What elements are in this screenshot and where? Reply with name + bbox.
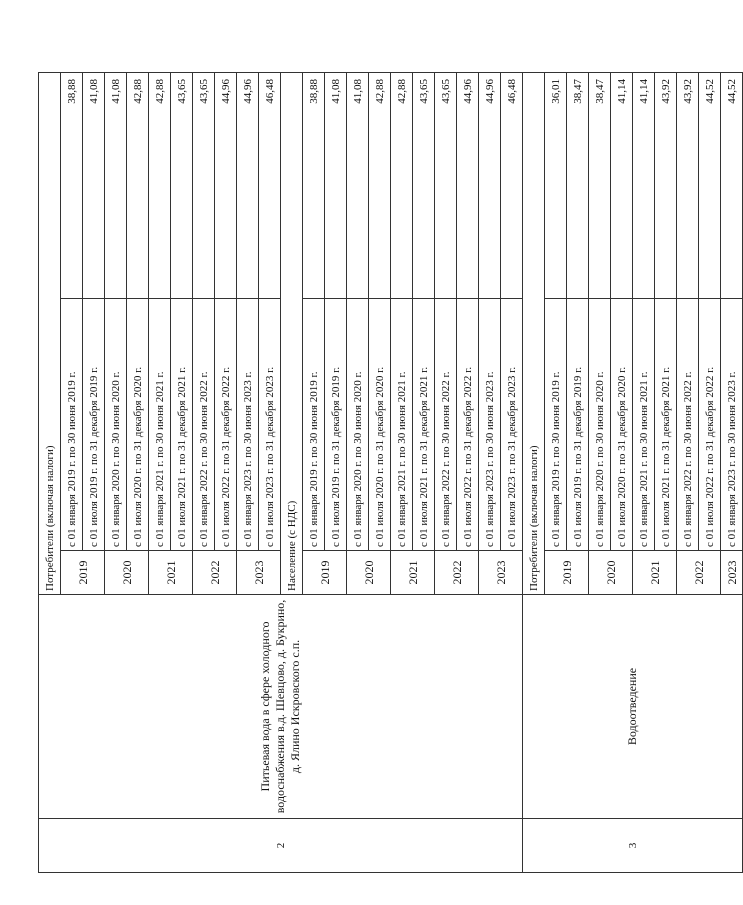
period-cell: с 01 июля 2022 г. по 31 декабря 2022 г.	[699, 299, 721, 551]
tariff-value-cell: 36,01	[545, 72, 567, 298]
period-cell: с 01 января 2022 г. по 30 июня 2022 г.	[193, 299, 215, 551]
period-cell: с 01 июля 2019 г. по 31 декабря 2019 г.	[83, 299, 105, 551]
tariff-value-cell: 43,92	[655, 72, 677, 298]
tariff-value-cell: 41,08	[347, 72, 369, 298]
year-cell: 2021	[633, 551, 677, 595]
year-cell: 2021	[391, 551, 435, 595]
period-cell: с 01 июля 2019 г. по 31 декабря 2019 г.	[325, 299, 347, 551]
period-cell: с 01 июля 2020 г. по 31 декабря 2020 г.	[369, 299, 391, 551]
tariff-value-cell: 42,88	[149, 72, 171, 298]
period-cell: с 01 января 2021 г. по 30 июня 2021 г.	[391, 299, 413, 551]
section-name: Водоотведение	[523, 595, 743, 819]
group-header: Потребители (включая налоги)	[39, 72, 61, 594]
year-cell: 2020	[589, 551, 633, 595]
tariff-value-cell: 41,08	[105, 72, 127, 298]
period-cell: с 01 июля 2023 г. по 31 декабря 2023 г.	[259, 299, 281, 551]
tariff-value-cell: 44,96	[457, 72, 479, 298]
group-header: Потребители (включая налоги)	[523, 72, 545, 594]
period-cell: с 01 января 2023 г. по 30 июня 2023 г.	[721, 299, 743, 551]
tariff-value-cell: 44,52	[699, 72, 721, 298]
period-cell: с 01 января 2020 г. по 30 июня 2020 г.	[105, 299, 127, 551]
year-cell: 2023	[721, 551, 743, 595]
year-cell: 2023	[479, 551, 523, 595]
period-cell: с 01 июля 2019 г. по 31 декабря 2019 г.	[567, 299, 589, 551]
tariff-value-cell: 42,88	[391, 72, 413, 298]
tariff-value-cell: 38,88	[61, 72, 83, 298]
year-cell: 2019	[303, 551, 347, 595]
period-cell: с 01 января 2019 г. по 30 июня 2019 г.	[303, 299, 325, 551]
year-cell: 2019	[61, 551, 105, 595]
period-cell: с 01 января 2021 г. по 30 июня 2021 г.	[149, 299, 171, 551]
year-cell: 2020	[347, 551, 391, 595]
section-number: 2	[39, 819, 523, 873]
period-cell: с 01 января 2022 г. по 30 июня 2022 г.	[435, 299, 457, 551]
year-cell: 2022	[435, 551, 479, 595]
tariff-value-cell: 44,96	[479, 72, 501, 298]
tariff-value-cell: 41,08	[325, 72, 347, 298]
period-cell: с 01 января 2019 г. по 30 июня 2019 г.	[61, 299, 83, 551]
group-header-row	[39, 72, 61, 872]
tariff-value-cell: 46,48	[259, 72, 281, 298]
tariff-value-cell: 43,92	[677, 72, 699, 298]
tariff-value-cell: 42,88	[127, 72, 149, 298]
year-cell: 2020	[105, 551, 149, 595]
year-cell: 2022	[193, 551, 237, 595]
period-cell: с 01 июля 2023 г. по 31 декабря 2023 г.	[501, 299, 523, 551]
year-cell: 2019	[545, 551, 589, 595]
period-cell: с 01 июля 2021 г. по 31 декабря 2021 г.	[171, 299, 193, 551]
section-number: 3	[523, 819, 743, 873]
tariff-table-body	[39, 72, 743, 872]
group-header: Население (с НДС)	[281, 72, 303, 594]
tariff-value-cell: 43,65	[171, 72, 193, 298]
tariff-value-cell: 44,96	[237, 72, 259, 298]
tariff-value-cell: 38,47	[567, 72, 589, 298]
tariff-value-cell: 43,65	[435, 72, 457, 298]
section-name: Питьевая вода в сфере холодного водоснабжения в.д. Шевцово, д. Букрино, д. Ялино Искровского с.п.	[39, 595, 523, 819]
period-cell: с 01 января 2021 г. по 30 июня 2021 г.	[633, 299, 655, 551]
tariff-value-cell: 42,88	[369, 72, 391, 298]
tariff-value-cell: 38,88	[303, 72, 325, 298]
period-cell: с 01 января 2023 г. по 30 июня 2023 г.	[479, 299, 501, 551]
group-header-row	[523, 72, 545, 872]
period-cell: с 01 января 2020 г. по 30 июня 2020 г.	[347, 299, 369, 551]
period-cell: с 01 января 2022 г. по 30 июня 2022 г.	[677, 299, 699, 551]
period-cell: с 01 июля 2021 г. по 31 декабря 2021 г.	[655, 299, 677, 551]
tariff-value-cell: 41,08	[83, 72, 105, 298]
tariff-value-cell: 46,48	[501, 72, 523, 298]
tariff-value-cell: 41,14	[633, 72, 655, 298]
period-cell: с 01 июля 2022 г. по 31 декабря 2022 г.	[457, 299, 479, 551]
tariff-value-cell: 44,52	[721, 72, 743, 298]
period-cell: с 01 июля 2022 г. по 31 декабря 2022 г.	[215, 299, 237, 551]
tariff-table	[38, 72, 743, 873]
period-cell: с 01 января 2019 г. по 30 июня 2019 г.	[545, 299, 567, 551]
period-cell: с 01 июля 2021 г. по 31 декабря 2021 г.	[413, 299, 435, 551]
tariff-value-cell: 43,65	[193, 72, 215, 298]
tariff-value-cell: 43,65	[413, 72, 435, 298]
year-cell: 2022	[677, 551, 721, 595]
tariff-value-cell: 44,96	[215, 72, 237, 298]
year-cell: 2021	[149, 551, 193, 595]
period-cell: с 01 июля 2020 г. по 31 декабря 2020 г.	[127, 299, 149, 551]
tariff-value-cell: 41,14	[611, 72, 633, 298]
period-cell: с 01 января 2023 г. по 30 июня 2023 г.	[237, 299, 259, 551]
year-cell: 2023	[237, 551, 281, 595]
period-cell: с 01 января 2020 г. по 30 июня 2020 г.	[589, 299, 611, 551]
period-cell: с 01 июля 2020 г. по 31 декабря 2020 г.	[611, 299, 633, 551]
tariff-value-cell: 38,47	[589, 72, 611, 298]
